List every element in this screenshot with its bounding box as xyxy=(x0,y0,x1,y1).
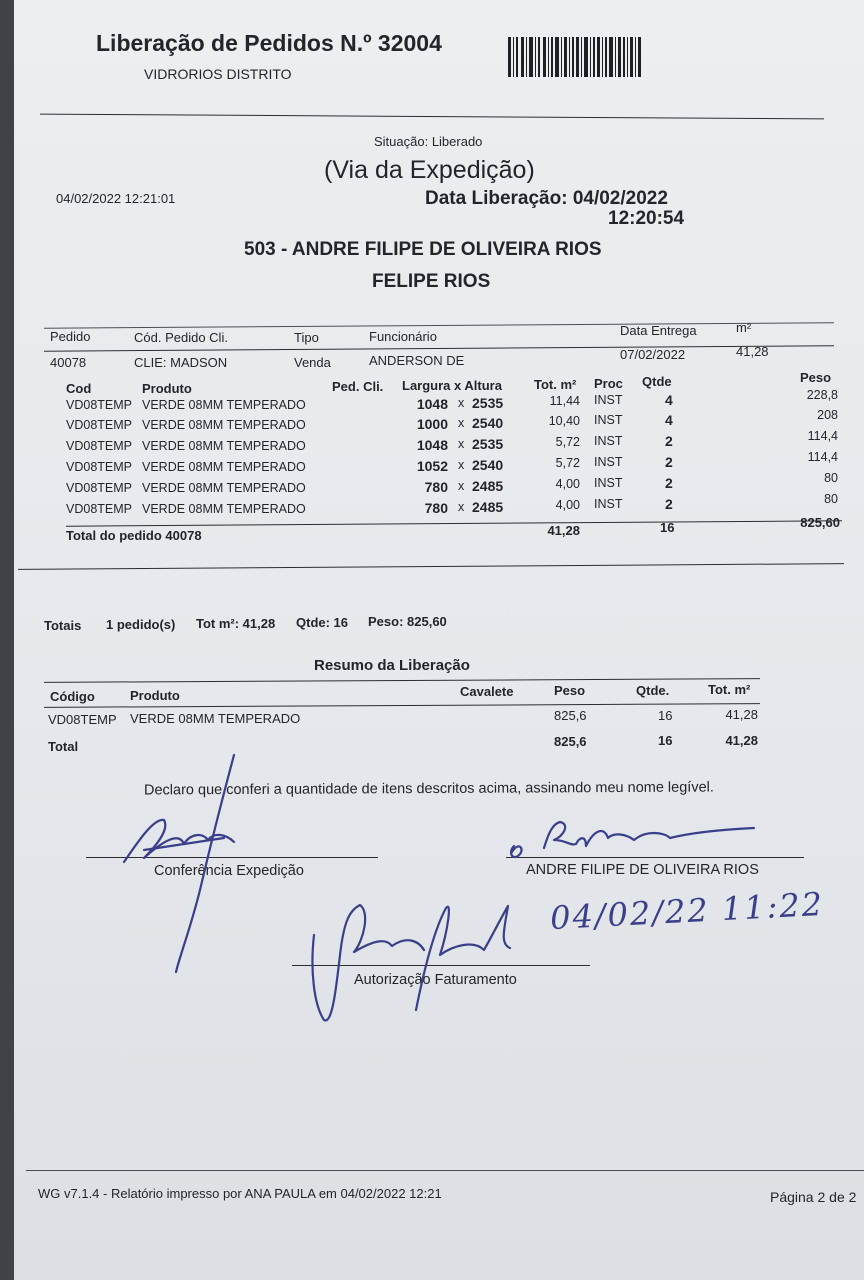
release-date: Data Liberação: 04/02/2022 xyxy=(425,188,668,209)
item-largura: 780 xyxy=(424,479,448,495)
item-largura: 1048 xyxy=(416,437,448,453)
item-tot-m2: 5,72 xyxy=(555,435,580,449)
handwritten-signatures xyxy=(14,740,864,1040)
item-proc: INST xyxy=(594,434,623,448)
divider xyxy=(44,703,760,708)
item-proc: INST xyxy=(594,455,623,469)
item-altura: 2535 xyxy=(472,436,504,452)
item-tot-m2: 10,40 xyxy=(548,414,580,428)
signature-client-initial xyxy=(511,846,522,857)
summary-col-qtde: Qtde. xyxy=(636,683,670,698)
footer-print-info: WG v7.1.4 - Relatório impresso por ANA PAULA em 04/02/2022 12:21 xyxy=(38,1186,442,1201)
item-tot-m2: 11,44 xyxy=(549,394,580,408)
item-produto: VERDE 08MM TEMPERADO xyxy=(142,439,306,453)
item-proc: INST xyxy=(594,497,623,511)
items-col-dims: Largura x Altura xyxy=(402,378,502,393)
summary-total-qtde: 16 xyxy=(658,733,673,748)
declaration-text: Declaro que conferi a quantidade de itens descritos acima, assinando meu nome legível. xyxy=(143,779,714,799)
signature-faturamento-2 xyxy=(416,906,510,1010)
item-proc: INST xyxy=(594,413,623,427)
summary-row-qtde: 16 xyxy=(658,708,673,723)
handwritten-date: 04/02/22 11:22 xyxy=(549,884,825,938)
item-cod: VD08TEMP xyxy=(66,398,132,412)
item-x: x xyxy=(458,437,465,451)
col-data-entrega: Data Entrega xyxy=(620,323,697,338)
conferencia-label: Conferência Expedição xyxy=(154,863,304,879)
summary-col-produto: Produto xyxy=(130,688,180,703)
order-m2: 41,28 xyxy=(736,344,769,359)
items-col-produto: Produto xyxy=(142,381,192,396)
item-cod: VD08TEMP xyxy=(66,439,132,453)
item-peso: 228,8 xyxy=(806,388,838,402)
item-qtde: 2 xyxy=(665,433,673,449)
item-tot-m2: 4,00 xyxy=(555,498,580,512)
page-number: Página 2 de 2 xyxy=(770,1189,857,1205)
faturamento-label: Autorização Faturamento xyxy=(354,972,517,988)
totals-pedidos: 1 pedido(s) xyxy=(106,617,176,632)
item-altura: 2540 xyxy=(472,415,504,431)
divider xyxy=(44,322,834,329)
client-name: 503 - ANDRE FILIPE DE OLIVEIRA RIOS xyxy=(244,239,602,260)
totals-qtde: Qtde: 16 xyxy=(296,615,349,630)
item-produto: VERDE 08MM TEMPERADO xyxy=(142,481,306,495)
signature-conferencia xyxy=(124,820,234,862)
summary-col-cavalete: Cavalete xyxy=(460,684,514,699)
document-title: Liberação de Pedidos N.º 32004 xyxy=(96,30,442,56)
item-largura: 1052 xyxy=(416,458,448,474)
client-signature-name: ANDRE FILIPE DE OLIVEIRA RIOS xyxy=(526,862,759,878)
col-pedido: Pedido xyxy=(50,329,91,344)
item-largura: 1048 xyxy=(416,396,448,412)
summary-col-tot-m2: Tot. m² xyxy=(708,682,751,697)
item-peso: 114,4 xyxy=(807,429,838,443)
item-cod: VD08TEMP xyxy=(66,418,132,432)
item-x: x xyxy=(458,458,465,472)
summary-row-produto: VERDE 08MM TEMPERADO xyxy=(130,711,301,726)
items-col-qtde: Qtde xyxy=(642,374,672,389)
item-altura: 2485 xyxy=(472,499,504,515)
col-funcionario: Funcionário xyxy=(369,329,437,344)
items-col-tot-m2: Tot. m² xyxy=(534,377,577,392)
item-qtde: 4 xyxy=(665,392,673,408)
item-tot-m2: 5,72 xyxy=(555,456,580,470)
order-total-m2: 41,28 xyxy=(547,523,580,538)
item-peso: 208 xyxy=(817,408,838,422)
summary-total-peso: 825,6 xyxy=(554,734,587,749)
order-tipo: Venda xyxy=(294,355,331,370)
totals-m2: Tot m²: 41,28 xyxy=(196,616,276,631)
col-m2: m² xyxy=(736,320,752,335)
item-peso: 80 xyxy=(824,492,838,506)
item-proc: INST xyxy=(594,476,623,490)
release-time: 12:20:54 xyxy=(608,208,685,229)
divider xyxy=(40,114,824,120)
item-cod: VD08TEMP xyxy=(66,502,132,516)
summary-col-codigo: Código xyxy=(50,689,95,704)
signature-faturamento xyxy=(312,905,424,1020)
summary-total-tot-m2: 41,28 xyxy=(725,733,758,748)
item-qtde: 4 xyxy=(665,412,673,428)
signature-stroke xyxy=(176,755,234,972)
item-proc: INST xyxy=(594,393,623,407)
items-col-proc: Proc xyxy=(594,376,623,391)
summary-row-peso: 825,6 xyxy=(554,708,587,723)
status-text: Situação: Liberado xyxy=(374,134,483,149)
item-produto: VERDE 08MM TEMPERADO xyxy=(142,398,306,412)
order-total-label: Total do pedido 40078 xyxy=(66,528,202,543)
copy-label: (Via da Expedição) xyxy=(324,156,535,184)
order-funcionario: ANDERSON DE xyxy=(369,353,465,368)
item-altura: 2540 xyxy=(472,457,504,473)
items-col-cod: Cod xyxy=(66,381,92,396)
order-cod-cli: CLIE: MADSON xyxy=(134,355,228,370)
col-tipo: Tipo xyxy=(294,330,319,345)
order-total-peso: 825,60 xyxy=(800,515,840,530)
item-peso: 114,4 xyxy=(807,450,838,464)
divider xyxy=(66,520,842,526)
item-altura: 2485 xyxy=(472,478,504,494)
totals-peso: Peso: 825,60 xyxy=(368,614,447,629)
summary-col-peso: Peso xyxy=(554,683,586,698)
summary-row-tot-m2: 41,28 xyxy=(725,707,758,722)
client-nickname: FELIPE RIOS xyxy=(372,271,491,292)
item-x: x xyxy=(458,479,465,493)
divider xyxy=(44,345,834,352)
order-data-entrega: 07/02/2022 xyxy=(620,347,686,362)
summary-total-label: Total xyxy=(48,739,79,754)
document-page xyxy=(14,0,864,1280)
item-qtde: 2 xyxy=(665,454,673,470)
item-cod: VD08TEMP xyxy=(66,460,132,474)
divider xyxy=(18,563,844,570)
totals-label: Totais xyxy=(44,618,82,633)
signature-client xyxy=(544,822,754,848)
footer-divider xyxy=(26,1170,864,1171)
item-qtde: 2 xyxy=(665,475,673,491)
print-datetime: 04/02/2022 12:21:01 xyxy=(56,191,176,206)
summary-row-codigo: VD08TEMP xyxy=(48,712,117,727)
item-altura: 2535 xyxy=(472,395,504,411)
item-x: x xyxy=(458,416,465,430)
item-largura: 780 xyxy=(424,500,448,516)
item-produto: VERDE 08MM TEMPERADO xyxy=(142,418,306,432)
company-name: VIDRORIOS DISTRITO xyxy=(144,66,292,82)
item-x: x xyxy=(458,500,465,514)
barcode xyxy=(508,37,642,77)
item-tot-m2: 4,00 xyxy=(555,477,580,491)
items-col-ped-cli: Ped. Cli. xyxy=(332,379,384,394)
item-peso: 80 xyxy=(824,471,838,485)
item-largura: 1000 xyxy=(416,416,448,432)
item-cod: VD08TEMP xyxy=(66,481,132,495)
item-produto: VERDE 08MM TEMPERADO xyxy=(142,502,306,516)
items-col-peso: Peso xyxy=(800,370,832,385)
item-x: x xyxy=(458,396,465,410)
order-total-qtde: 16 xyxy=(660,520,675,535)
summary-title: Resumo da Liberação xyxy=(314,657,470,674)
col-cod-cli: Cód. Pedido Cli. xyxy=(134,330,228,345)
order-pedido: 40078 xyxy=(50,355,87,370)
item-qtde: 2 xyxy=(665,496,673,512)
item-produto: VERDE 08MM TEMPERADO xyxy=(142,460,306,474)
